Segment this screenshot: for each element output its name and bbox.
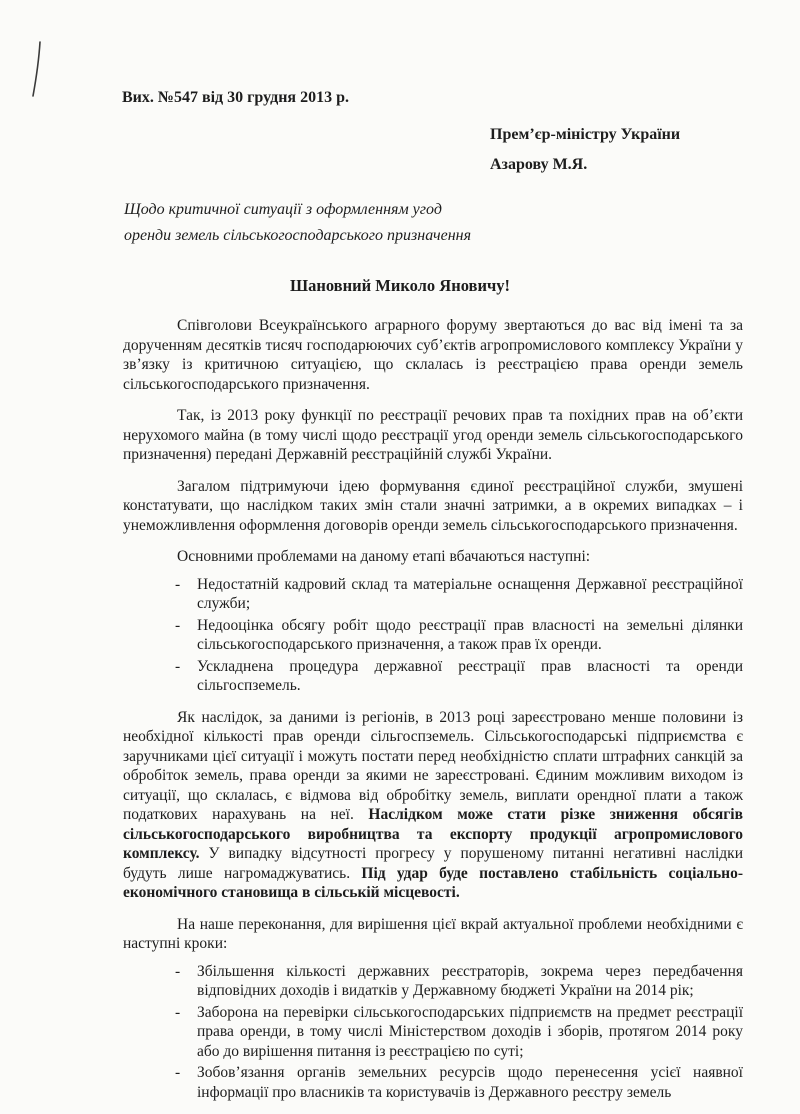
list-item: - Ускладнена процедура державної реєстрації прав власності та оренди сільгоспземель.: [175, 657, 743, 696]
paragraph-5-part-c: У випадку відсутності прогресу у порушеному питанні негативні наслідки будуть лише нагромаджуватись.: [123, 845, 743, 882]
subject-block: [124, 197, 471, 249]
list-item: - Недостатній кадровий склад та матеріальне оснащення Державної реєстраційної служби;: [175, 575, 743, 614]
list-item: - Недооцінка обсягу робіт щодо реєстрації прав власності на земельні ділянки сільськогосподарського призначення, а також прав їх оренди.: [175, 616, 743, 655]
salutation: Шановний Миколо Яновичу!: [289, 276, 511, 295]
paragraph-3: Загалом підтримуючи ідею формування єдиної реєстраційної служби, змушені констатувати, що наслідком таких змін стали значні затримки, а в окремих випадках – і унеможливлення оформлення договорів оренди земель сільськогосподарського призначення.: [123, 477, 743, 534]
list-item: - Заборона на перевірки сільськогосподарських підприємств на предмет реєстрації права оренди, в тому числі Міністерством доходів і зборів, протягом 2014 року або до вирішення питання із реєстрацією по суті;: [175, 1003, 743, 1062]
subject-line-2: оренди земель сільськогосподарського призначення: [124, 227, 472, 244]
steps-list: [123, 962, 743, 1103]
list-item: - Збільшення кількості державних реєстраторів, зокрема через передбачення відповідних доходів і видатків у Державному бюджеті України на 2014 рік;: [175, 962, 743, 1001]
addressee-block: [490, 120, 680, 180]
paragraph-4: Основними проблемами на даному етапі вбачаються наступні:: [177, 548, 591, 565]
paragraph-5-part-a: Як наслідок, за даними із регіонів, в 2013 році зареєстровано менше половини із необхідної кількості прав оренди сільгоспземель. Сільськогосподарські підприємства є заручниками цієї ситуації і можуть постати перед необхідністю сплати штрафних санкцій за обробіток земель, права оренди за якими не зареєстровані. Єдиним можливим виходом із ситуації, що склалась, є відмова від обробітку земель, виплати орендної плати а також податкових нарахувань на неї.: [123, 708, 743, 823]
paragraph-5: [123, 708, 743, 903]
letter-body: [123, 316, 743, 1114]
pen-mark: [28, 40, 48, 100]
paragraph-5-bold-a: Наслідком може стати різке зниження обсягів сільськогосподарського виробництва та експорту продукції агропромислового комплексу.: [123, 806, 743, 862]
problems-list: [123, 575, 743, 696]
paragraph-6: На наше переконання, для вирішення цієї вкрай актуальної проблеми необхідними є наступні кроки:: [123, 915, 743, 952]
outgoing-number: Вих. №547 від 30 грудня 2013 р.: [122, 89, 349, 106]
paragraph-5-bold-b: Під удар буде поставлено стабільність соціально-економічного становища в сільській місцевості.: [123, 864, 743, 901]
paragraph-2: Так, із 2013 року функції по реєстрації речових прав та похідних прав на об’єкти нерухомого майна (в тому числі щодо реєстрації угод оренди земель сільськогосподарського призначення) передані Державній реєстраційній службі України.: [123, 407, 743, 463]
addressee-line-2: Азарову М.Я.: [490, 156, 588, 173]
subject-line-1: Щодо критичної ситуації з оформленням угод: [124, 201, 442, 218]
paragraph-1: Співголови Всеукраїнського аграрного форуму звертаються до вас від імені та за дорученням десятків тисяч господарюючих суб’єктів агропромислового комплексу України у зв’язку із критичною ситуацією, що склалась із реєстрацією права оренди земель сільськогосподарського призначення.: [123, 317, 743, 393]
addressee-line-1: Прем’єр-міністру України: [490, 126, 681, 143]
list-item: - Зобов’язання органів земельних ресурсів щодо перенесення усієї наявної інформації про власників та користувачів із Державного реєстру земель: [175, 1063, 743, 1102]
